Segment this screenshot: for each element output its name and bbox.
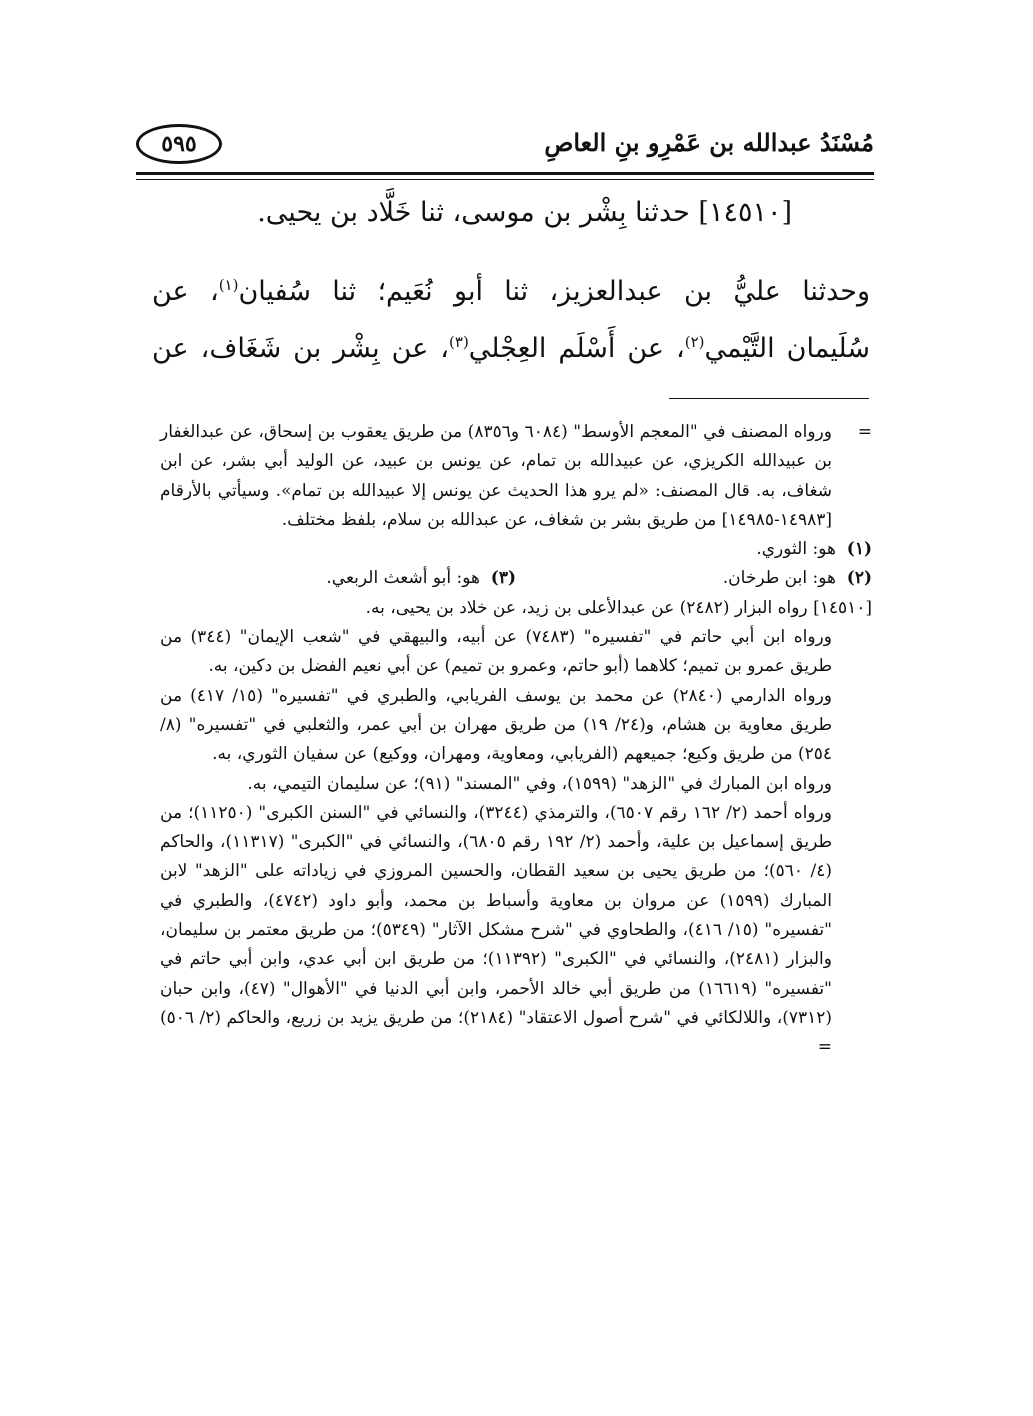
page-header <box>136 124 874 174</box>
footnotes <box>160 418 872 1063</box>
isnad-line-2 <box>152 317 870 374</box>
takhrij-text: رواه البزار (٢٤٨٢) عن عبدالأعلى بن زيد، عن خلاد بن يحيى، به. <box>365 597 808 618</box>
takhrij-paragraph: ورواه الدارمي (٢٨٤٠) عن محمد بن يوسف الفريابي، والطبري في "تفسيره" (١٥/ ٤١٧) من طريق معاوية بن هشام، و(٢٤/ ١٩) من طريق مهران بن أبي عمر، والثعلبي في "تفسيره" (٨/ ٢٥٤) من طريق وكيع؛ جميعهم (الفريابي، ومعاوية، ومهران، ووكيع) عن سفيان الثوري، به. <box>160 685 833 765</box>
takhrij-number: [١٤٥١٠] <box>813 597 872 618</box>
footnote-continuation <box>160 418 872 535</box>
footnote-separator <box>669 398 869 399</box>
footnote-row <box>160 564 872 593</box>
page-number: ٥٩٥ <box>136 124 222 164</box>
takhrij-paragraph: ورواه ابن المبارك في "الزهد" (١٥٩٩)، وفي "المسند" (٩١)؛ عن سليمان التيمي، به. <box>247 773 832 794</box>
footnote-ref-3[interactable]: (٣) <box>449 333 469 351</box>
footnote-text: هو: أبو أشعث الربعي. <box>326 568 480 589</box>
footnote-number: (٢) <box>846 568 872 589</box>
footnote-3 <box>160 564 516 593</box>
isnad-line-1 <box>152 260 870 317</box>
footnote-number: (٣) <box>490 568 516 589</box>
isnad-text: ، عن بِشْر بن شَغَاف، عن <box>152 333 450 364</box>
footnote-number: (١) <box>846 539 872 560</box>
footnote-text: هو: ابن طرخان. <box>722 568 836 589</box>
hadith-heading: [١٤٥١٠] حدثنا بِشْر بن موسى، ثنا خَلَّاد بن يحيى. <box>257 197 792 228</box>
header-rule-thin <box>136 179 874 180</box>
main-text <box>152 188 870 374</box>
footnote-ref-1[interactable]: (١) <box>218 276 239 294</box>
continuation-mark: = <box>857 422 872 442</box>
footnote-1 <box>160 535 872 564</box>
running-title: مُسْنَدُ عبدالله بن عَمْرِو بنِ العاصِ <box>544 128 874 157</box>
footnote-ref-2[interactable]: (٢) <box>684 333 705 351</box>
isnad-text: ، عن أَسْلَم العِجْلي <box>468 333 685 364</box>
isnad-text: وحدثنا عليُّ بن عبدالعزيز، ثنا أبو نُعَيم؛ ثنا سُفيان <box>238 276 870 307</box>
isnad-text: ، عن <box>152 276 219 307</box>
takhrij-lead <box>160 594 872 623</box>
takhrij-paragraph: ورواه أحمد (٢/ ١٦٢ رقم ٦٥٠٧)، والترمذي (٣٢٤٤)، والنسائي في "السنن الكبرى" (١١٢٥٠)؛ من طريق إسماعيل بن علية، وأحمد (٢/ ١٩٢ رقم ٦٨٠٥)، والنسائي في "الكبرى" (١١٣١٧)، والحاكم (٤/ ٥٦٠)؛ من طريق يحيى بن سعيد القطان، والحسين المروزي في زياداته على "الزهد" لابن المبارك (١٥٩٩) عن مروان بن معاوية وأسباط بن محمد، وأبو داود (٤٧٤٢)، والطبري في "تفسيره" (١٥/ ٤١٦)، والطحاوي في "شرح مشكل الآثار" (٥٣٤٩)؛ من طريق معتمر بن سليمان، والبزار (٢٤٨١)، والنسائي في "الكبرى" (١١٣٩٢)؛ من طريق ابن أبي عدي، وابن أبي حاتم في "تفسيره" (١٦٦١٩) من طريق أبي خالد الأحمر، وابن أبي الدنيا في "الأهوال" (٤٧)، وابن حبان (٧٣١٢)، واللالكائي في "شرح أصول الاعتقاد" (٢١٨٤)؛ من طريق يزيد بن زريع، والحاكم (٢/ ٥٠٦) = <box>160 802 832 1058</box>
footnote-2 <box>516 564 872 593</box>
header-rule-thick <box>136 172 874 175</box>
continuation-text: ورواه المصنف في "المعجم الأوسط" (٦٠٨٤ و٨٣٥٦) من طريق يعقوب بن إسحاق، عن عبدالغفار بن عبيدالله الكريزي، عن عبيدالله بن تمام، عن يونس بن عبيد، عن الوليد أبي بشر، عن ابن شغاف، به. قال المصنف: «لم يرو هذا الحديث عن يونس إلا عبيدالله بن تمام». وسيأتي بالأرقام [١٤٩٨٣-١٤٩٨٥] من طريق بشر بن شغاف، عن عبدالله بن سلام، بلفظ مختلف. <box>160 422 832 530</box>
footnote-text: هو: الثوري. <box>756 539 836 560</box>
takhrij-paragraph: ورواه ابن أبي حاتم في "تفسيره" (٧٤٨٣) عن أبيه، والبيهقي في "شعب الإيمان" (٣٤٤) من طريق عمرو بن تميم؛ كلاهما (أبو حاتم، وعمرو بن تميم) عن أبي نعيم الفضل بن دكين، به. <box>160 627 832 677</box>
isnad-text: سُلَيمان التَّيْمي <box>704 333 870 364</box>
